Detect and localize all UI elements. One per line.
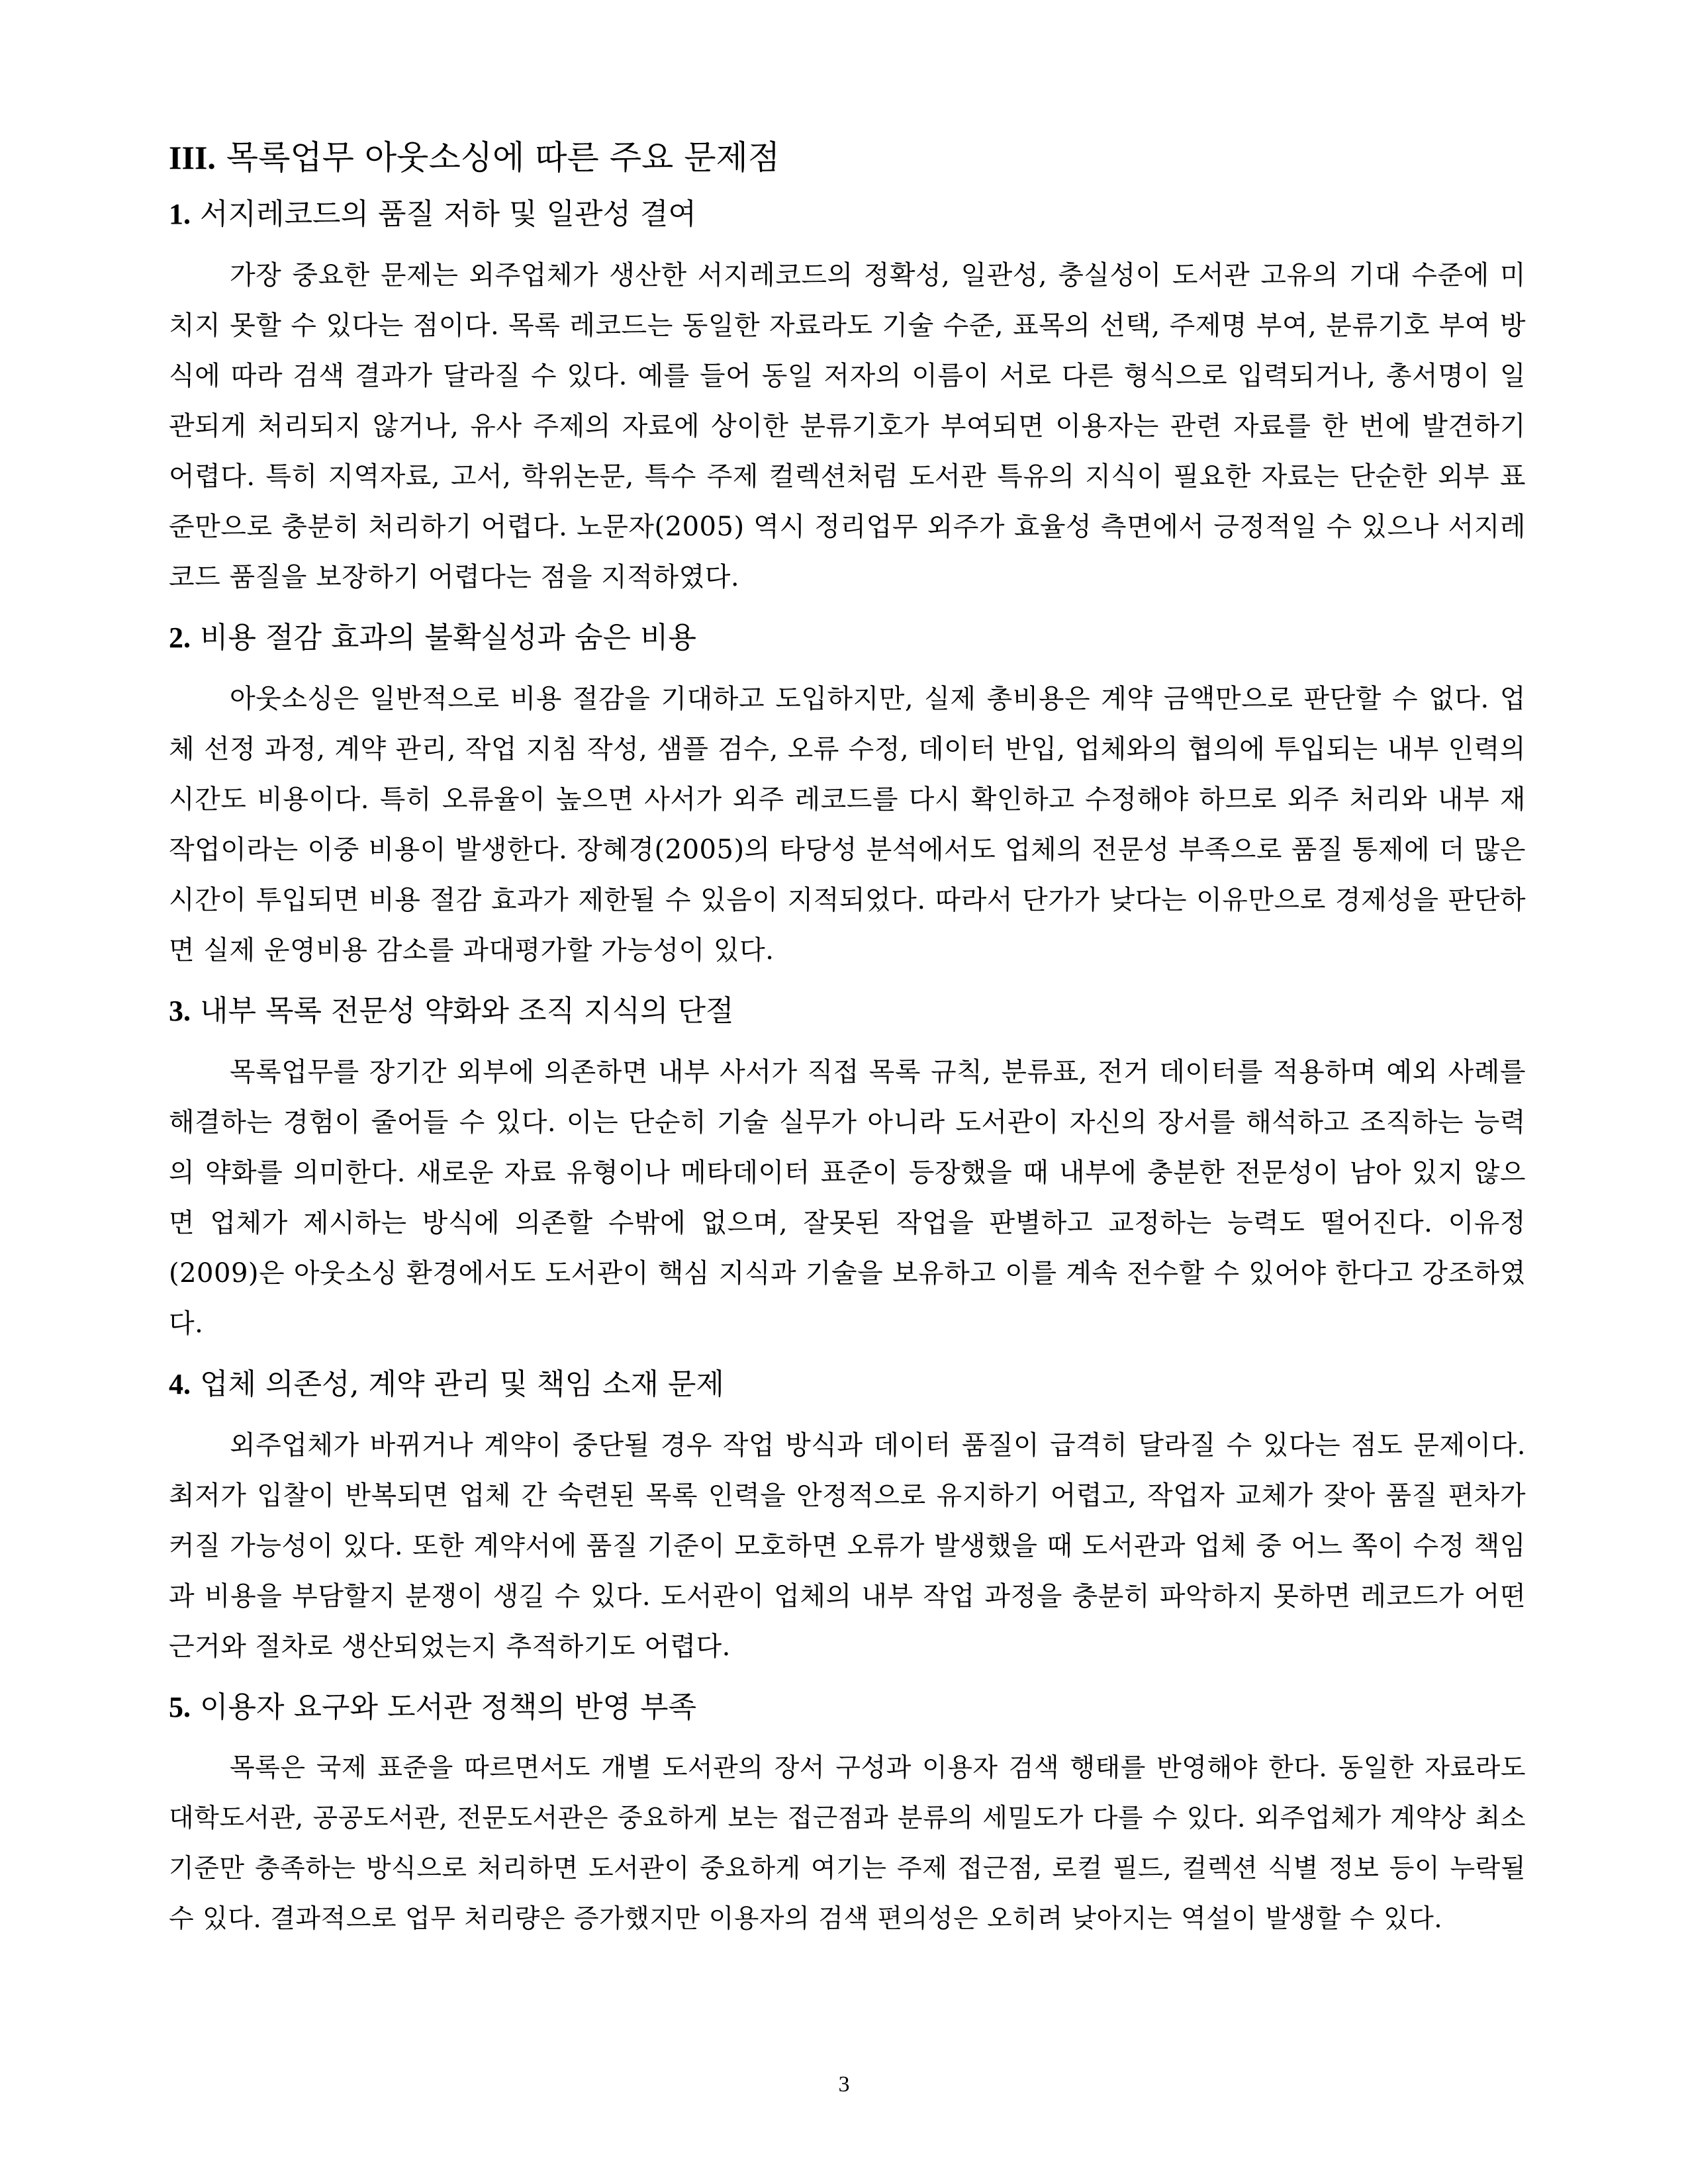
section-heading bbox=[169, 617, 1526, 659]
section-number: 4. bbox=[169, 1368, 191, 1400]
section-cost bbox=[169, 617, 1526, 976]
section-number: 1. bbox=[169, 198, 191, 230]
section-paragraph: 외주업체가 바뀌거나 계약이 중단될 경우 작업 방식과 데이터 품질이 급격히 달라질 수 있다는 점도 문제이다. 최저가 입찰이 반복되면 업체 간 숙련된 목록 인력을 안정적으로 유지하기 어렵고, 작업자 교체가 잦아 품질 편차가 커질 가능성이 있다. 또한 계약서에 품질 기준이 모호하면 오류가 발생했을 때 도서관과 업체 중 어느 쪽이 수정 책임과 비용을 부담할지 분쟁이 생길 수 있다. 도서관이 업체의 내부 작업 과정을 충분히 파악하지 못하면 레코드가 어떤 근거와 절차로 생산되었는지 추적하기도 어렵다. bbox=[169, 1430, 1526, 1662]
page-content bbox=[169, 132, 1526, 1959]
page-title bbox=[169, 132, 1526, 183]
section-heading-text: 서지레코드의 품질 저하 및 일관성 결여 bbox=[191, 197, 696, 231]
section-number: 3. bbox=[169, 995, 191, 1027]
section-paragraph: 목록업무를 장기간 외부에 의존하면 내부 사서가 직접 목록 규칙, 분류표, 전거 데이터를 적용하며 예외 사례를 해결하는 경험이 줄어들 수 있다. 이는 단순히 기술 실무가 아니라 도서관이 자신의 장서를 해석하고 조직하는 능력의 약화를 의미한다. 새로운 자료 유형이나 메타데이터 표준이 등장했을 때 내부에 충분한 전문성이 남아 있지 않으면 업체가 제시하는 방식에 의존할 수밖에 없으며, 잘못된 작업을 판별하고 교정하는 능력도 떨어진다. 이유정(2009)은 아웃소싱 환경에서도 도서관이 핵심 지식과 기술을 보유하고 이를 계속 전수할 수 있어야 한다고 강조하였다. bbox=[169, 1057, 1526, 1339]
page-title-numeral: III. bbox=[169, 139, 216, 176]
section-heading bbox=[169, 1686, 1526, 1729]
section-expertise bbox=[169, 990, 1526, 1349]
section-heading bbox=[169, 990, 1526, 1032]
section-heading-text: 업체 의존성, 계약 관리 및 책임 소재 문제 bbox=[191, 1367, 724, 1401]
section-paragraph: 목록은 국제 표준을 따르면서도 개별 도서관의 장서 구성과 이용자 검색 행태를 반영해야 한다. 동일한 자료라도 대학도서관, 공공도서관, 전문도서관은 중요하게 보는 접근점과 분류의 세밀도가 다를 수 있다. 외주업체가 계약상 최소 기준만 충족하는 방식으로 처리하면 도서관이 중요하게 여기는 주제 접근점, 로컬 필드, 컬렉션 식별 정보 등이 누락될 수 있다. 결과적으로 업무 처리량은 증가했지만 이용자의 검색 편의성은 오히려 낮아지는 역설이 발생할 수 있다. bbox=[169, 1753, 1526, 1934]
page-title-text: 목록업무 아웃소싱에 따른 주요 문제점 bbox=[215, 138, 780, 177]
section-number: 2. bbox=[169, 621, 191, 654]
section-heading bbox=[169, 1363, 1526, 1406]
section-heading-text: 내부 목록 전문성 약화와 조직 지식의 단절 bbox=[191, 994, 734, 1028]
section-policy bbox=[169, 1686, 1526, 1944]
section-vendor bbox=[169, 1363, 1526, 1672]
section-heading-text: 비용 절감 효과의 불확실성과 숨은 비용 bbox=[191, 621, 696, 655]
section-quality bbox=[169, 193, 1526, 602]
page-number: 3 bbox=[838, 2072, 850, 2097]
section-number: 5. bbox=[169, 1691, 191, 1723]
section-heading-text: 이용자 요구와 도서관 정책의 반영 부족 bbox=[191, 1690, 696, 1724]
section-paragraph: 가장 중요한 문제는 외주업체가 생산한 서지레코드의 정확성, 일관성, 충실성이 도서관 고유의 기대 수준에 미치지 못할 수 있다는 점이다. 목록 레코드는 동일한 자료라도 기술 수준, 표목의 선택, 주제명 부여, 분류기호 부여 방식에 따라 검색 결과가 달라질 수 있다. 예를 들어 동일 저자의 이름이 서로 다른 형식으로 입력되거나, 총서명이 일관되게 처리되지 않거나, 유사 주제의 자료에 상이한 분류기호가 부여되면 이용자는 관련 자료를 한 번에 발견하기 어렵다. 특히 지역자료, 고서, 학위논문, 특수 주제 컬렉션처럼 도서관 특유의 지식이 필요한 자료는 단순한 외부 표준만으로 충분히 처리하기 어렵다. 노문자(2005) 역시 정리업무 외주가 효율성 측면에서 긍정적일 수 있으나 서지레코드 품질을 보장하기 어렵다는 점을 지적하였다. bbox=[169, 260, 1526, 592]
section-heading bbox=[169, 193, 1526, 236]
section-paragraph: 아웃소싱은 일반적으로 비용 절감을 기대하고 도입하지만, 실제 총비용은 계약 금액만으로 판단할 수 없다. 업체 선정 과정, 계약 관리, 작업 지침 작성, 샘플 검수, 오류 수정, 데이터 반입, 업체와의 협의에 투입되는 내부 인력의 시간도 비용이다. 특히 오류율이 높으면 사서가 외주 레코드를 다시 확인하고 수정해야 하므로 외주 처리와 내부 재작업이라는 이중 비용이 발생한다. 장혜경(2005)의 타당성 분석에서도 업체의 전문성 부족으로 품질 통제에 더 많은 시간이 투입되면 비용 절감 효과가 제한될 수 있음이 지적되었다. 따라서 단가가 낮다는 이유만으로 경제성을 판단하면 실제 운영비용 감소를 과대평가할 가능성이 있다. bbox=[169, 684, 1526, 966]
